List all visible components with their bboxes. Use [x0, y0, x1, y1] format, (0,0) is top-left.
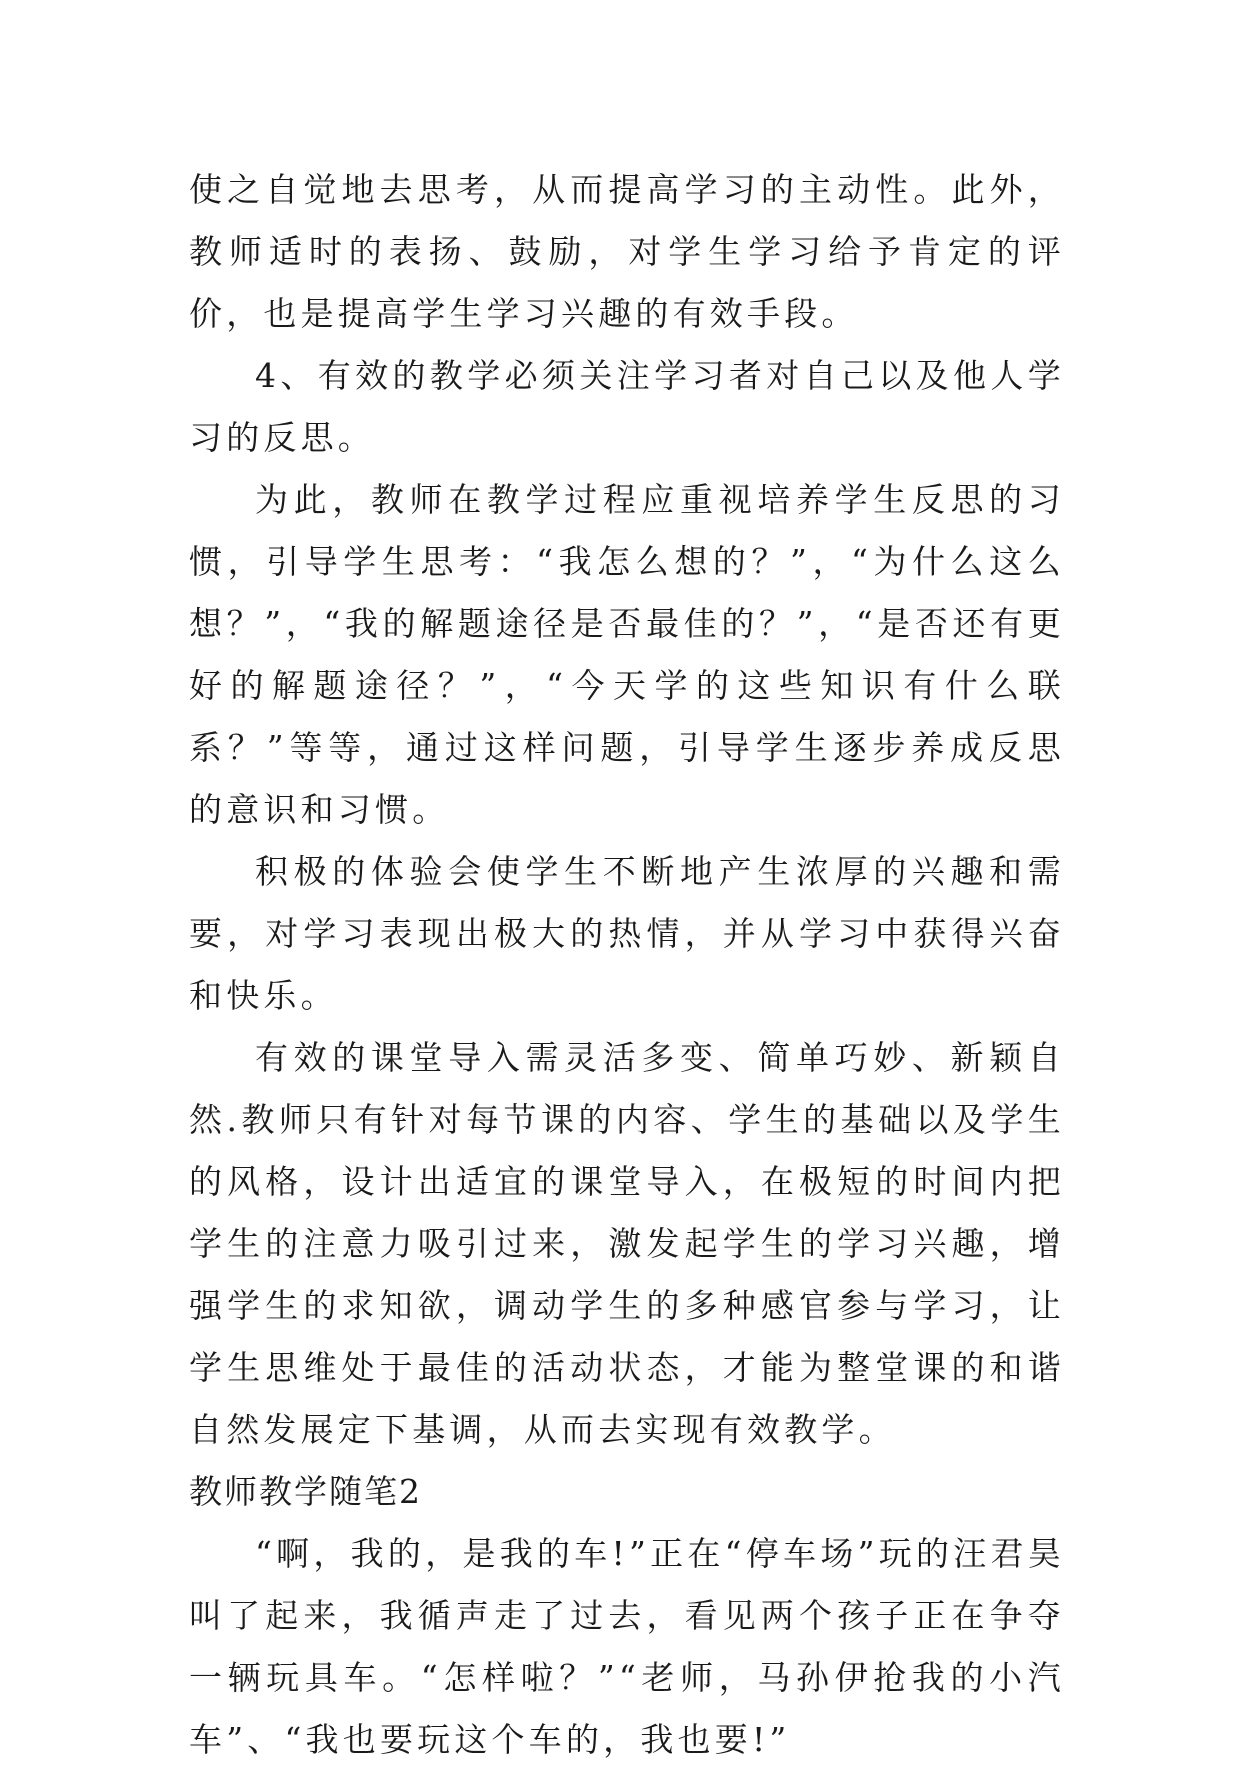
- paragraph-point-4: 4、有效的教学必须关注学习者对自己以及他人学习的反思。: [189, 356, 1065, 457]
- document-body: [189, 159, 1065, 1771]
- paragraph-reflection: 为此，教师在教学过程应重视培养学生反思的习惯，引导学生思考：“我怎么想的？”，“为什么这么想？”，“我的解题途径是否最佳的？”，“是否还有更好的解题途径？”，“今天学的这些知识有什么联系？”等等，通过这样问题，引导学生逐步养成反思的意识和习惯。: [189, 480, 1065, 829]
- paragraph-classroom-intro: 有效的课堂导入需灵活多变、简单巧妙、新颖自然.教师只有针对每节课的内容、学生的基础以及学生的风格，设计出适宜的课堂导入，在极短的时间内把学生的注意力吸引过来，激发起学生的学习兴趣，增强学生的求知欲，调动学生的多种感官参与学习，让学生思维处于最佳的活动状态，才能为整堂课的和谐自然发展定下基调，从而去实现有效教学。: [189, 1038, 1065, 1449]
- paragraph-continuation: 使之自觉地去思考，从而提高学习的主动性。此外，教师适时的表扬、鼓励，对学生学习给予肯定的评价，也是提高学生学习兴趣的有效手段。: [189, 170, 1065, 333]
- paragraph-toy-car: “啊，我的，是我的车!”正在“停车场”玩的汪君昊叫了起来，我循声走了过去，看见两个孩子正在争夺一辆玩具车。“怎样啦？”“老师，马孙伊抢我的小汽车”、“我也要玩这个车的，我也要!”: [189, 1534, 1065, 1759]
- section-title: 教师教学随笔2: [189, 1472, 422, 1511]
- paragraph-positive-experience: 积极的体验会使学生不断地产生浓厚的兴趣和需要，对学习表现出极大的热情，并从学习中获得兴奋和快乐。: [189, 852, 1065, 1015]
